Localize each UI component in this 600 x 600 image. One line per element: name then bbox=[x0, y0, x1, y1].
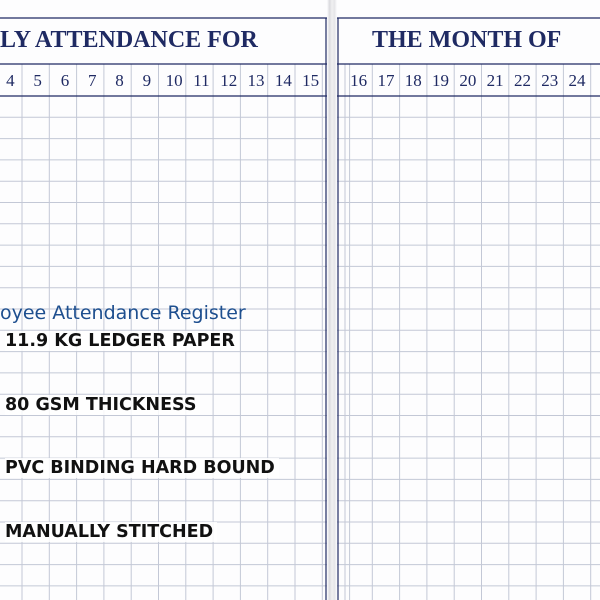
day-number-left: 6 bbox=[60, 71, 70, 90]
day-number-left: 12 bbox=[220, 71, 238, 90]
book-spine bbox=[327, 0, 337, 600]
feature-paper: 11.9 KG LEDGER PAPER bbox=[5, 331, 239, 351]
day-number-left: 7 bbox=[88, 71, 97, 90]
day-numbers-left bbox=[6, 71, 319, 90]
feature-binding: PVC BINDING HARD BOUND bbox=[5, 458, 279, 478]
day-number-left: 13 bbox=[247, 71, 265, 90]
day-number-left: 5 bbox=[33, 71, 42, 90]
day-number-right: 17 bbox=[377, 71, 395, 90]
day-number-left: 10 bbox=[165, 71, 183, 90]
day-number-left: 15 bbox=[302, 71, 320, 90]
day-number-left: 4 bbox=[6, 71, 15, 90]
product-heading: oyee Attendance Register bbox=[0, 302, 246, 324]
title-left: LY ATTENDANCE FOR bbox=[0, 27, 258, 53]
title-right: THE MONTH OF bbox=[372, 27, 562, 53]
day-number-right: 19 bbox=[432, 71, 450, 90]
feature-stitching: MANUALLY STITCHED bbox=[5, 522, 217, 542]
day-number-right: 20 bbox=[459, 71, 477, 90]
day-number-right: 16 bbox=[350, 71, 368, 90]
day-number-right: 18 bbox=[404, 71, 422, 90]
day-number-right: 23 bbox=[541, 71, 559, 90]
day-number-left: 9 bbox=[142, 71, 152, 90]
day-numbers-right bbox=[350, 71, 586, 90]
day-number-right: 24 bbox=[568, 71, 586, 90]
day-number-left: 8 bbox=[115, 71, 124, 90]
day-number-left: 11 bbox=[193, 71, 210, 90]
day-number-right: 21 bbox=[486, 71, 504, 90]
day-number-left: 14 bbox=[274, 71, 292, 90]
day-number-right: 22 bbox=[513, 71, 531, 90]
feature-thickness: 80 GSM THICKNESS bbox=[5, 395, 200, 415]
